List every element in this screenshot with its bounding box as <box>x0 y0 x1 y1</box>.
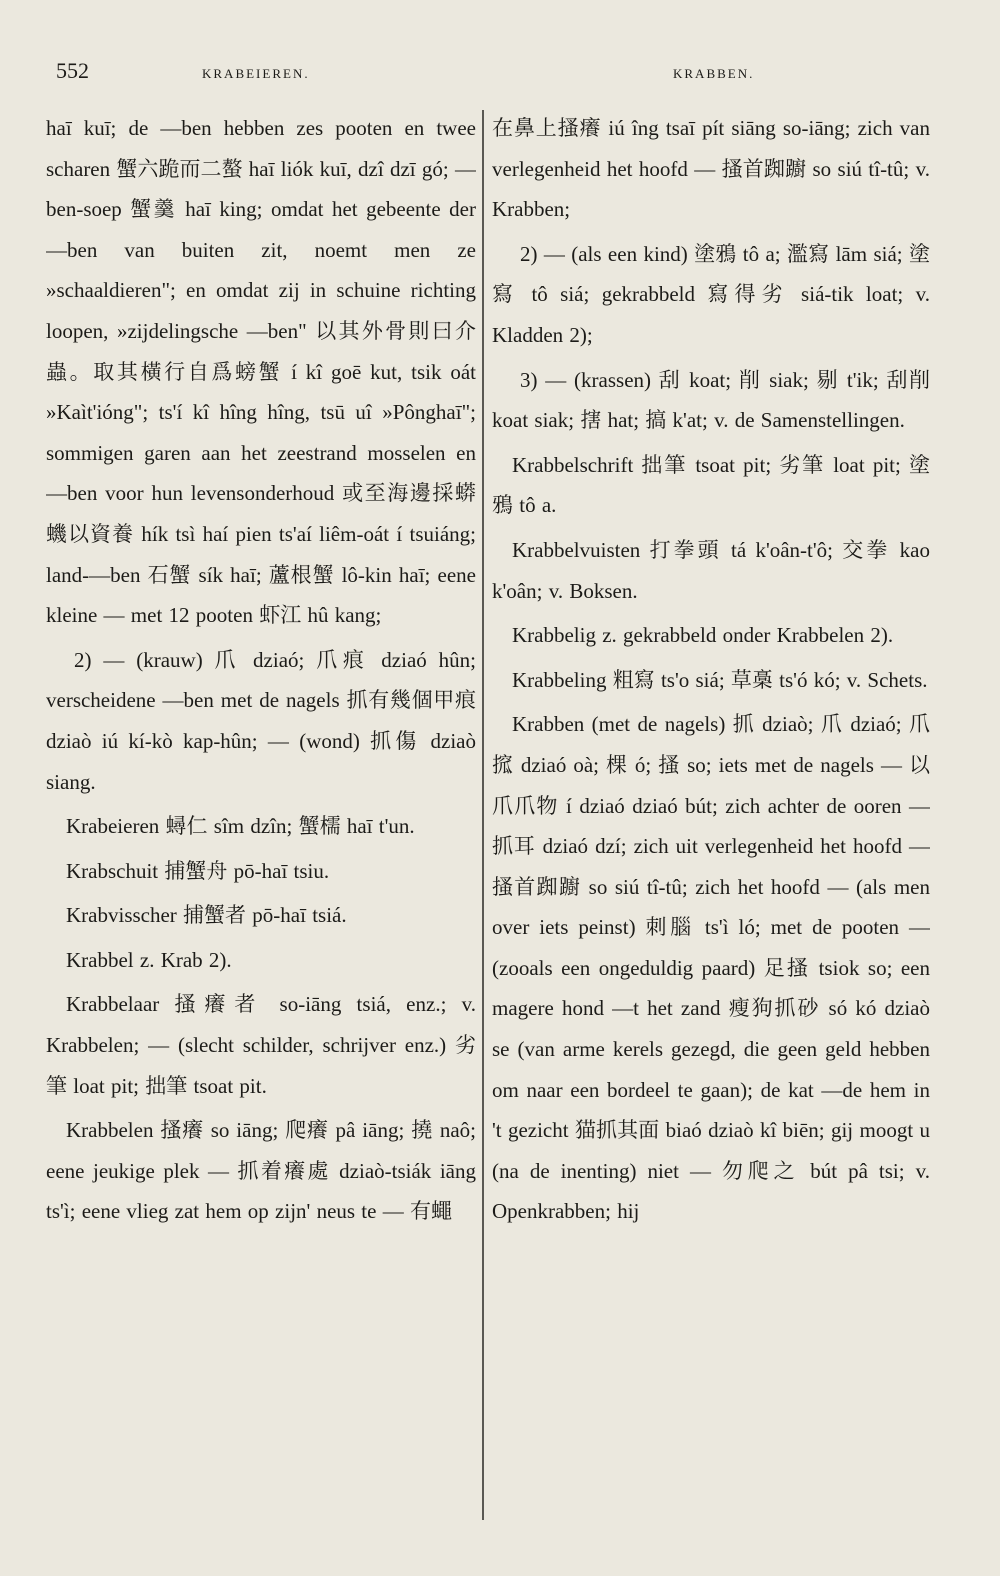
right-column <box>492 108 930 1533</box>
entry-krabbelen-continuation: 在鼻上搔癢 iú îng tsaī pít siāng so-iāng; zich van verlegenheid het hoofd — 搔首踟躕 so siú tî-tû; v. Krabben; <box>492 116 930 222</box>
running-head-right: KRABBEN. <box>673 66 755 81</box>
entry-krabbelig: Krabbelig z. gekrabbeld onder Krabbelen 2). <box>512 623 894 648</box>
entry-krabbelschrift: Krabbelschrift 拙筆 tsoat pit; 劣筆 loat pit; 塗鴉 tô a. <box>492 452 930 518</box>
entry-krabbel: Krabbel z. Krab 2). <box>66 947 232 972</box>
entry-krabbeling: Krabbeling 粗寫 ts'o siá; 草槀 ts'ó kó; v. Schets. <box>512 667 928 692</box>
entry-krabvisscher: Krabvisscher 捕蟹者 pō-haī tsiá. <box>66 903 347 928</box>
column-divider <box>482 110 484 1520</box>
entry-krabbelen: Krabbelen 搔癢 so iāng; 爬癢 pâ iāng; 撓 naô; eene jeukige plek — 抓着癢處 dziaò-tsiák iāng ts'ì; eene vlieg zat hem op zijn' neus te — 有蠅 <box>46 1118 476 1224</box>
entry-krabben: Krabben (met de nagels) 抓 dziaò; 爪 dziaó; 爪搲 dziaó oà; 棵 ó; 搔 so; iets met de nagels — 以爪爪物 í dziaó dziaó bút; zich achter de ooren — 抓耳 dziaó dzí; zich uit verlegenheid het hoofd — 搔首踟躕 so siú tî-tû; zich het hoofd — (als men over iets peinst) 刺腦 ts'ì ló; met de pooten — (zooals een ongeduldig paard) 足搔 tsiok so; een magere hond —t het zand 瘦狗抓砂 só kó dziaò se (van arme kerels gezegd, die geen geld hebben om naar een bordeel te gaan); de kat —de hem in 't gezicht 猫抓其面 biaó dziaò kî biēn; gij moogt u (na de inenting) niet — 勿爬之 bút pâ tsi; v. Openkrabben; hij <box>492 712 930 1224</box>
page-header <box>50 58 970 88</box>
entry-krabeieren: Krabeieren 蟳仁 sîm dzîn; 蟹檽 haī t'un. <box>66 814 415 839</box>
entry-krab-sense-2: 2) — (krauw) 爪 dziaó; 爪痕 dziaó hûn; verscheidene —ben met de nagels 抓有幾個甲痕 dziaò iú kí-kò kap-hûn; — (wond) 抓傷 dziaò siang. <box>46 647 476 794</box>
entry-krabbelaar: Krabbelaar 搔癢者 so-iāng tsiá, enz.; v. Krabbelen; — (slecht schilder, schrijver enz.) 劣筆 loat pit; 拙筆 tsoat pit. <box>46 992 476 1098</box>
entry-krabbelen-sense-3: 3) — (krassen) 刮 koat; 削 siak; 剔 t'ik; 刮削 koat siak; 搳 hat; 搞 k'at; v. de Samenstellingen. <box>492 367 930 433</box>
running-head-left: KRABEIEREN. <box>202 66 310 81</box>
left-column <box>46 108 476 1533</box>
page-number: 552 <box>56 58 89 83</box>
entry-krabbelvuisten: Krabbelvuisten 打拳頭 tá k'oân-t'ô; 交拳 kao k'oân; v. Boksen. <box>492 537 930 603</box>
entry-krabbelen-sense-2: 2) — (als een kind) 塗鴉 tô a; 濫寫 lām siá; 塗寫 tô siá; gekrabbeld 寫得劣 siá-tik loat; v. Kladden 2); <box>492 241 930 347</box>
entry-krabschuit: Krabschuit 捕蟹舟 pō-haī tsiu. <box>66 858 330 883</box>
entry-krab-continuation: haī kuī; de —ben hebben zes pooten en twee scharen 蟹六跪而二螯 haī liók kuī, dzî dzī gó; —ben-soep 蟹羹 haī king; omdat het gebeente der —ben van buiten zit, noemt men ze »schaaldieren"; en omdat zij in schuine richting loopen, »zijdelingsche —ben" 以其外骨則曰介蟲。取其橫行自爲螃蟹 í kî goē kut, tsik oát »Kaìt'ióng"; ts'í kî hîng hîng, tsū uî »Pônghaī"; sommigen garen aan het zeestrand mosselen en —ben voor hun levensonderhoud 或至海邊採蟒蟣以資養 hík tsì haí pien ts'aí liêm-oát í tsuiáng; land-—ben 石蟹 sík haī; 蘆根蟹 lô-kin haī; eene kleine — met 12 pooten 虾江 hû kang; <box>46 116 476 628</box>
